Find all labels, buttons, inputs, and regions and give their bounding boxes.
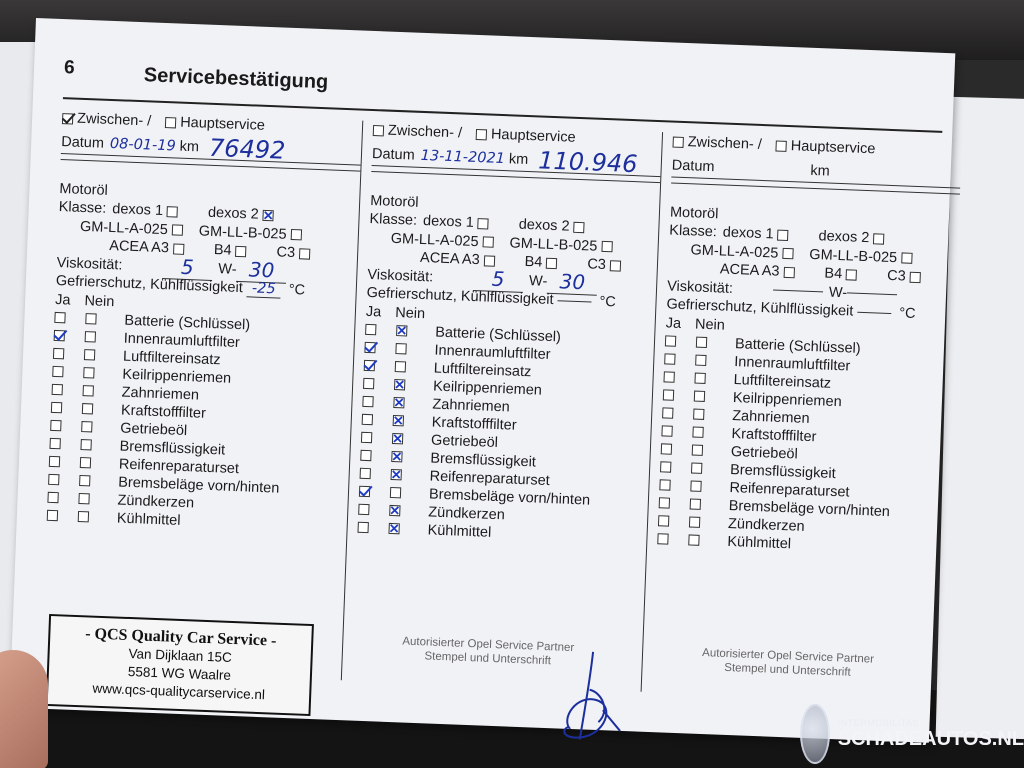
checklist-label: Batterie (Schlüssel): [434, 324, 562, 345]
checkbox[interactable]: [695, 355, 706, 366]
gefrierschutz-label: Gefrierschutz, Kühlflüssigkeit: [666, 296, 854, 320]
checkbox[interactable]: [690, 480, 701, 491]
checklist-label: Zündkerzen: [117, 491, 195, 511]
checkbox[interactable]: [78, 511, 89, 522]
checkbox[interactable]: [394, 379, 405, 390]
checkbox[interactable]: [478, 218, 489, 229]
hauptservice-label: Hauptservice: [490, 126, 576, 147]
checkbox[interactable]: [483, 255, 494, 266]
checkbox[interactable]: [696, 337, 707, 348]
checkbox[interactable]: [601, 241, 612, 252]
checklist-label: Reifenreparaturset: [729, 479, 850, 501]
checkbox[interactable]: [360, 468, 371, 479]
checklist-label: Getriebeöl: [430, 431, 499, 451]
checkbox[interactable]: [85, 331, 96, 342]
checklist-label: Luftfiltereinsatz: [733, 371, 832, 392]
checkbox[interactable]: [664, 353, 675, 364]
dexos2-label: dexos 2: [207, 205, 260, 223]
checkbox[interactable]: [692, 445, 703, 456]
checklist-label: Keilrippenriemen: [732, 389, 842, 410]
checkbox[interactable]: [82, 403, 93, 414]
zwischen-label: Zwischen- /: [387, 122, 463, 142]
gm-a-label: GM-LL-A-025: [690, 242, 779, 262]
checkbox[interactable]: [360, 450, 371, 461]
km-value: 76492: [208, 133, 286, 165]
zwischen-label: Zwischen- /: [687, 134, 763, 154]
service-column-1: [41, 109, 362, 703]
checkbox[interactable]: [661, 443, 672, 454]
datum-label: Datum: [60, 134, 105, 152]
checkbox[interactable]: [50, 420, 61, 431]
klasse-label: Klasse:: [58, 199, 107, 218]
checkbox[interactable]: [53, 348, 64, 359]
acea-label: ACEA A3: [108, 238, 170, 257]
nein-label: Nein: [84, 292, 115, 310]
checkbox[interactable]: [693, 409, 704, 420]
datum-value: 08-01-19: [109, 135, 177, 155]
checkbox[interactable]: [83, 367, 94, 378]
checklist-label: Zahnriemen: [121, 384, 200, 404]
checkbox[interactable]: [392, 433, 403, 444]
service-page: [10, 18, 956, 743]
dexos1-label: dexos 1: [111, 201, 164, 220]
hauptservice-label: Hauptservice: [790, 138, 876, 158]
checkbox[interactable]: [49, 456, 60, 467]
motoroel-label: Motoröl: [669, 204, 719, 223]
checkbox[interactable]: [357, 522, 368, 533]
checkbox[interactable]: [173, 243, 184, 254]
service-column-3: [641, 132, 962, 703]
checkbox[interactable]: [662, 407, 673, 418]
signature: [550, 648, 634, 746]
km-value: 110.946: [537, 146, 638, 179]
checkbox[interactable]: [776, 140, 787, 151]
ja-label: Ja: [54, 291, 71, 309]
checkbox[interactable]: [659, 497, 670, 508]
checkbox[interactable]: [85, 313, 96, 324]
checkbox[interactable]: [48, 474, 59, 485]
checklist-label: Kühlmittel: [727, 533, 792, 552]
c3-label: C3: [276, 244, 296, 262]
b4-label: B4: [824, 265, 843, 283]
gefrierschutz-label: Gefrierschutz, Kühlflüssigkeit: [366, 285, 554, 309]
checkbox[interactable]: [482, 237, 493, 248]
checkbox[interactable]: [54, 312, 65, 323]
checklist-label: Innenraumluftfilter: [434, 342, 551, 363]
gm-a-label: GM-LL-A-025: [390, 230, 479, 250]
checkbox[interactable]: [172, 225, 183, 236]
viskositaet-label: Viskosität:: [666, 278, 734, 297]
datum-value: 13-11-2021: [420, 147, 506, 168]
checkbox[interactable]: [78, 493, 89, 504]
checkbox[interactable]: [777, 229, 788, 240]
checkbox[interactable]: [610, 260, 621, 271]
checkbox[interactable]: [79, 475, 90, 486]
globe-icon: [800, 704, 830, 764]
gm-a-label: GM-LL-A-025: [79, 218, 169, 238]
checkbox[interactable]: [395, 361, 406, 372]
checklist-label: Keilrippenriemen: [122, 366, 232, 387]
c3-label: C3: [587, 256, 607, 274]
checkbox[interactable]: [396, 325, 407, 336]
page-title: Servicebestätigung: [143, 64, 329, 94]
klasse-label: Klasse:: [369, 211, 418, 230]
checkbox[interactable]: [84, 349, 95, 360]
checkbox[interactable]: [62, 113, 73, 124]
visc-a: [773, 290, 823, 293]
visc-a: 5: [473, 266, 524, 293]
stamp-caption: [642, 644, 933, 683]
checklist-label: Batterie (Schlüssel): [124, 312, 251, 333]
w-label: W-: [828, 284, 848, 302]
checklist-label: Getriebeöl: [120, 420, 188, 439]
checklist-label: Batterie (Schlüssel): [734, 335, 861, 357]
checkbox[interactable]: [783, 267, 794, 278]
celsius-label: °C: [288, 282, 306, 299]
checklist-label: Kühlmittel: [116, 509, 181, 529]
w-label: W-: [218, 260, 237, 278]
visc-b: [847, 293, 897, 296]
checkbox[interactable]: [54, 330, 65, 341]
checkbox[interactable]: [359, 486, 370, 497]
motoroel-label: Motoröl: [369, 192, 419, 211]
checkbox[interactable]: [47, 492, 58, 503]
checklist-label: Zündkerzen: [727, 515, 805, 535]
km-label: km: [179, 138, 200, 156]
km-label: km: [810, 162, 831, 180]
checkbox[interactable]: [290, 229, 301, 240]
checkbox[interactable]: [782, 248, 793, 259]
checkbox[interactable]: [235, 246, 246, 257]
checkbox[interactable]: [661, 425, 672, 436]
stempel-label: Stempel und Unterschrift: [724, 661, 851, 679]
gm-b-label: GM-LL-B-025: [509, 235, 598, 255]
checklist-label: Kraftstofffilter: [431, 413, 517, 434]
c3-label: C3: [886, 268, 906, 285]
checkbox[interactable]: [393, 397, 404, 408]
checkbox[interactable]: [49, 438, 60, 449]
nein-label: Nein: [694, 316, 726, 334]
checkbox[interactable]: [692, 427, 703, 438]
viskositaet-label: Viskosität:: [56, 254, 123, 274]
checklist-label: Reifenreparaturset: [429, 467, 551, 489]
b4-label: B4: [213, 242, 232, 259]
checkbox[interactable]: [362, 414, 373, 425]
checklist-label: Reifenreparaturset: [118, 456, 240, 477]
checkbox[interactable]: [663, 371, 674, 382]
checkbox[interactable]: [361, 432, 372, 443]
checkbox[interactable]: [391, 451, 402, 462]
checkbox[interactable]: [167, 206, 178, 217]
checkbox[interactable]: [873, 233, 884, 244]
checklist-label: Bremsflüssigkeit: [729, 461, 836, 482]
gm-b-label: GM-LL-B-025: [198, 223, 287, 243]
checklist-label: Luftfiltereinsatz: [433, 360, 532, 380]
checkbox[interactable]: [901, 253, 912, 264]
checkbox[interactable]: [393, 415, 404, 426]
acea-label: ACEA A3: [419, 250, 480, 269]
watermark-big: SCHADEAUTOS.NL: [837, 727, 1024, 750]
dexos1-label: dexos 1: [422, 213, 475, 232]
checkbox[interactable]: [846, 269, 857, 280]
ja-label: Ja: [665, 314, 682, 332]
checkbox[interactable]: [80, 457, 91, 468]
checkbox[interactable]: [690, 498, 701, 509]
checkbox[interactable]: [546, 258, 557, 269]
celsius-label: °C: [898, 305, 916, 323]
frost-value: [557, 300, 591, 302]
checklist-label: Kraftstofffilter: [120, 402, 207, 422]
viskositaet-label: Viskosität:: [367, 266, 434, 286]
checkbox[interactable]: [476, 129, 487, 140]
acea-label: ACEA A3: [719, 261, 780, 280]
checklist-label: Zahnriemen: [731, 407, 810, 427]
checkbox[interactable]: [391, 469, 402, 480]
b4-label: B4: [524, 254, 543, 271]
checkbox[interactable]: [299, 248, 310, 259]
checkbox[interactable]: [388, 523, 399, 534]
partner-label: Autorisierter Opel Service Partner: [701, 647, 875, 666]
km-label: km: [508, 151, 529, 168]
checkbox[interactable]: [691, 462, 702, 473]
checkbox[interactable]: [390, 487, 401, 498]
checkbox[interactable]: [358, 504, 369, 515]
checklist-label: Innenraumluftfilter: [123, 330, 241, 351]
w-label: W-: [528, 272, 548, 290]
checkbox[interactable]: [165, 117, 176, 128]
checkbox[interactable]: [80, 439, 91, 450]
checkbox[interactable]: [83, 385, 94, 396]
checkbox[interactable]: [364, 342, 375, 353]
checklist-label: Zahnriemen: [432, 396, 511, 415]
checkbox[interactable]: [689, 516, 700, 527]
checklist-label: Bremsbeläge vorn/hinten: [728, 497, 891, 520]
checklist-label: Bremsflüssigkeit: [119, 438, 226, 459]
checkbox[interactable]: [909, 271, 920, 282]
checkbox[interactable]: [362, 396, 373, 407]
dexos2-label: dexos 2: [518, 216, 570, 235]
page-number: 6: [63, 57, 76, 79]
stamp-web: www.qcs-qualitycarservice.nl: [92, 680, 266, 703]
checkbox[interactable]: [573, 222, 584, 233]
checkbox[interactable]: [47, 510, 58, 521]
nein-label: Nein: [394, 304, 426, 322]
checklist-label: Zündkerzen: [428, 503, 506, 523]
checkbox[interactable]: [364, 360, 375, 371]
celsius-label: °C: [599, 294, 617, 311]
checkbox[interactable]: [52, 366, 63, 377]
stamp-city: 5581 WG Waalre: [127, 664, 232, 683]
watermark: [800, 700, 1024, 768]
gefrierschutz-label: Gefrierschutz, Kühlflüssigkeit: [55, 273, 244, 297]
checkbox[interactable]: [663, 389, 674, 400]
checkbox[interactable]: [694, 373, 705, 384]
hauptservice-label: Hauptservice: [179, 114, 266, 135]
checkbox[interactable]: [660, 461, 671, 472]
frost-value: [857, 311, 891, 313]
checkbox[interactable]: [694, 391, 705, 402]
checkbox[interactable]: [659, 479, 670, 490]
checklist-label: Bremsbeläge vorn/hinten: [428, 485, 591, 509]
checkbox[interactable]: [51, 402, 62, 413]
checkbox[interactable]: [657, 533, 668, 544]
checkbox[interactable]: [363, 378, 374, 389]
checkbox[interactable]: [688, 534, 699, 545]
company-stamp: [46, 614, 314, 716]
visc-b: 30: [236, 257, 287, 284]
stempel-label: Stempel und Unterschrift: [424, 650, 552, 668]
stamp-street: Van Dijklaan 15C: [128, 646, 233, 665]
gm-b-label: GM-LL-B-025: [809, 246, 898, 266]
visc-b: 30: [547, 269, 598, 296]
thumb: [0, 650, 48, 768]
checkbox[interactable]: [373, 125, 384, 136]
checkbox[interactable]: [52, 384, 63, 395]
service-column-2: [341, 121, 662, 692]
checklist-label: Keilrippenriemen: [432, 378, 543, 399]
dexos1-label: dexos 1: [722, 224, 774, 243]
checkbox[interactable]: [365, 324, 376, 335]
checklist-label: Luftfiltereinsatz: [122, 348, 221, 368]
datum-label: Datum: [371, 146, 416, 164]
frost-value: -25: [246, 280, 281, 298]
checkbox[interactable]: [389, 505, 400, 516]
checkbox[interactable]: [665, 335, 676, 346]
checkbox[interactable]: [81, 421, 92, 432]
checklist-label: Kraftstofffilter: [731, 425, 817, 445]
dexos2-label: dexos 2: [818, 228, 870, 247]
zwischen-label: Zwischen- /: [76, 110, 152, 130]
visc-a: 5: [162, 254, 213, 281]
checklist-label: Kühlmittel: [427, 521, 492, 541]
klasse-label: Klasse:: [668, 222, 718, 241]
watermark-small: INTERMOBILITAS: [837, 717, 920, 728]
checklist-label: Bremsbeläge vorn/hinten: [117, 474, 280, 497]
motoroel-label: Motoröl: [59, 180, 109, 199]
checkbox[interactable]: [673, 136, 684, 147]
checklist-label: Getriebeöl: [730, 443, 799, 463]
checkbox[interactable]: [658, 515, 669, 526]
partner-label: Autorisierter Opel Service Partner: [402, 635, 575, 655]
checklist-label: Innenraumluftfilter: [734, 353, 851, 375]
checkbox[interactable]: [263, 210, 274, 221]
datum-label: Datum: [671, 157, 715, 176]
ja-label: Ja: [365, 303, 382, 320]
stamp-name: - QCS Quality Car Service -: [84, 625, 277, 650]
checkbox[interactable]: [395, 343, 406, 354]
checklist-label: Bremsflüssigkeit: [430, 449, 537, 471]
